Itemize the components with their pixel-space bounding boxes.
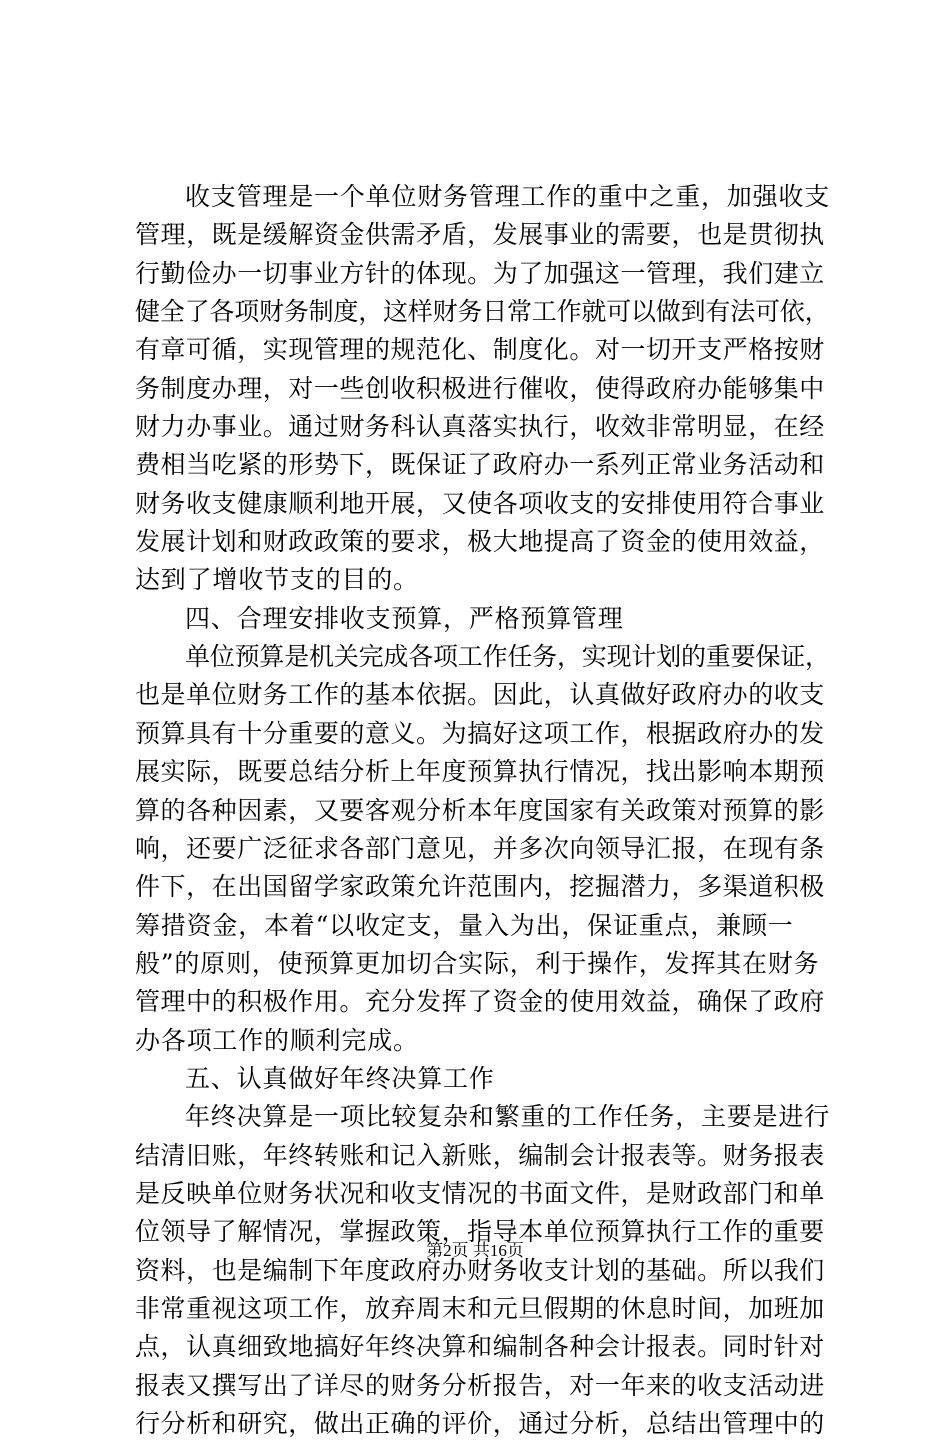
text-line: 响，还要广泛征求各部门意见，并多次向领导汇报，在现有条 [135,833,825,863]
text-line: 管理中的积极作用。充分发挥了资金的使用效益，确保了政府 [135,987,825,1017]
text-line: 结清旧账，年终转账和记入新账，编制会计报表等。财务报表 [135,1140,825,1170]
text-line: 办各项工作的顺利完成。 [135,1025,419,1055]
text-line: 是反映单位财务状况和收支情况的书面文件，是财政部门和单 [135,1178,825,1208]
text-line: 展实际，既要总结分析上年度预算执行情况，找出影响本期预 [135,757,825,787]
text-line: 行勤俭办一切事业方针的体现。为了加强这一管理，我们建立 [135,258,825,288]
text-line: 财力办事业。通过财务科认真落实执行，收效非常明显，在经 [135,412,825,442]
text-line: 五、认真做好年终决算工作 [185,1063,495,1093]
text-line: 有章可循，实现管理的规范化、制度化。对一切开支严格按财 [135,335,825,365]
text-line: 健全了各项财务制度，这样财务日常工作就可以做到有法可依， [135,297,830,327]
text-line: 报表又撰写出了详尽的财务分析报告，对一年来的收支活动进 [135,1370,825,1400]
text-line: 管理，既是缓解资金供需矛盾，发展事业的需要，也是贯彻执 [135,220,825,250]
page-footer: 第2页 共16页 [426,1241,524,1260]
text-line: 年终决算是一项比较复杂和繁重的工作任务，主要是进行 [185,1102,831,1132]
text-line: 达到了增收节支的目的。 [135,565,419,595]
text-line: 发展计划和财政政策的要求，极大地提高了资金的使用效益， [135,527,825,557]
text-line: 费相当吃紧的形势下，既保证了政府办一系列正常业务活动和 [135,450,825,480]
text-line: 也是单位财务工作的基本依据。因此，认真做好政府办的收支 [135,680,825,710]
text-line: 算的各种因素，又要客观分析本年度国家有关政策对预算的影 [135,795,825,825]
text-line: 四、合理安排收支预算，严格预算管理 [185,603,624,633]
text-line: 预算具有十分重要的意义。为搞好这项工作，根据政府办的发 [135,718,825,748]
text-line: 筹措资金，本着“以收定支，量入为出，保证重点，兼顾一 [135,910,794,940]
text-line: 点，认真细致地搞好年终决算和编制各种会计报表。同时针对 [135,1332,825,1362]
text-line: 行分析和研究，做出正确的评价，通过分析，总结出管理中的 [135,1409,825,1438]
text-line: 财务收支健康顺利地开展，又使各项收支的安排使用符合事业 [135,488,825,518]
text-line: 位领导了解情况，掌握政策，指导本单位预算执行工作的重要 [135,1217,825,1247]
text-line: 单位预算是机关完成各项工作任务，实现计划的重要保证， [185,642,830,672]
text-line: 资料，也是编制下年度政府办财务收支计划的基础。所以我们 [135,1255,825,1285]
text-line: 件下，在出国留学家政策允许范围内，挖掘潜力，多渠道积极 [135,872,825,902]
text-line: 非常重视这项工作，放弃周末和元旦假期的休息时间，加班加 [135,1293,825,1323]
text-line: 务制度办理，对一些创收积极进行催收，使得政府办能够集中 [135,373,825,403]
text-line: 收支管理是一个单位财务管理工作的重中之重，加强收支 [185,182,831,211]
text-line: 般”的原则，使预算更加切合实际，利于操作，发挥其在财务 [135,948,820,978]
